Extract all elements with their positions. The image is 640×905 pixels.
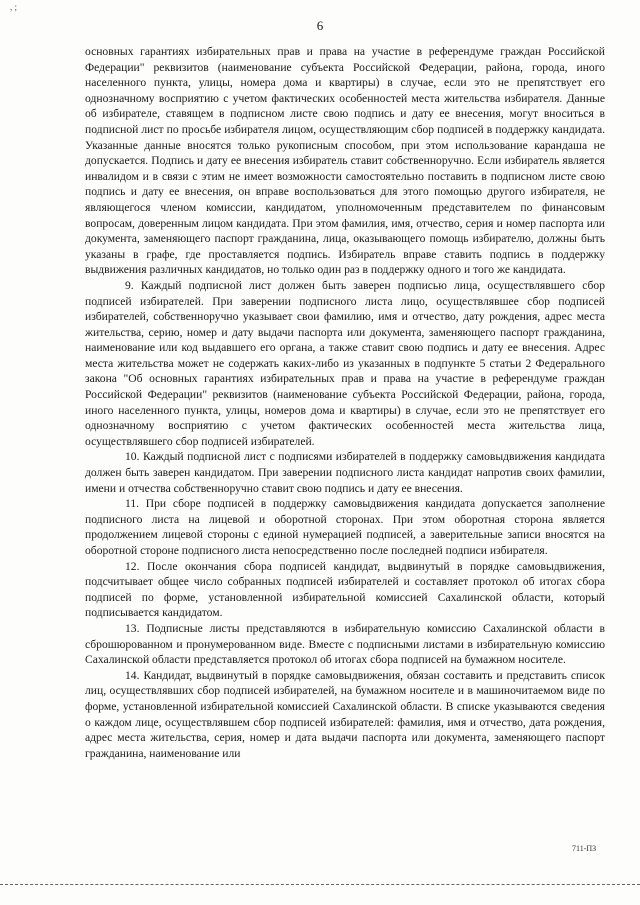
page-number: 6 <box>316 18 324 33</box>
scan-marks: , ; <box>10 2 18 12</box>
document-body <box>85 44 605 761</box>
paragraph-11: 11. При сборе подписей в поддержку самовыдвижения кандидата допускается заполнение подписного листа на лицевой и оборотной сторонах. При этом оборотная сторона является продолжением лицевой стороны с единой нумерацией подписей, а заверительные записи вносятся на оборотной стороне подписного листа непосредственно после последней подписи избирателя. <box>85 497 605 557</box>
paragraph-9: 9. Каждый подписной лист должен быть заверен подписью лица, осуществлявшего сбор подписей избирателей. При заверении подписного листа лицо, осуществлявшее сбор подписей избирателей, собственноручно указывает свои фамилию, имя и отчество, дату рождения, адрес места жительства, серию, номер и дату выдачи паспорта или документа, заменяющего паспорт гражданина, наименование или код выдавшего его органа, а также ставит свою подпись и дату ее внесения. Адрес места жительства может не содержать каких-либо из указанных в подпункте 5 статьи 2 Федерального закона "Об основных гарантиях избирательных прав и права на участие в референдуме граждан Российской Федерации" реквизитов (наименование субъекта Российской Федерации, района, города, иного населенного пункта, улицы, номеров дома и квартиры) в случае, если это не препятствует его однозначному восприятию с учетом фактических особенностей места жительства лица, осуществлявшего сбор подписей избирателей. <box>85 278 605 448</box>
paragraph-14: 14. Кандидат, выдвинутый в порядке самовыдвижения, обязан составить и представить список лиц, осуществлявших сбор подписей избирателей, на бумажном носителе и в машиночитаемом виде по форме, установленной избирательной комиссией Сахалинской области. В списке указываются сведения о каждом лице, осуществлявшем сбор подписей избирателей: фамилия, имя и отчество, дата рождения, адрес места жительства, серия, номер и дата выдачи паспорта или документа, заменяющего паспорт гражданина, наименование или <box>85 668 605 760</box>
document-code: 711-ПЗ <box>572 844 597 853</box>
paragraph-13: 13. Подписные листы представляются в избирательную комиссию Сахалинской области в сброшюрованном и пронумерованном виде. Вместе с подписными листами в избирательную комиссию Сахалинской области представляется протокол об итогах сбора подписей на бумажном носителе. <box>85 621 605 667</box>
scan-edge-line <box>0 884 640 885</box>
paragraph-12: 12. После окончания сбора подписей кандидат, выдвинутый в порядке самовыдвижения, подсчитывает общее число собранных подписей избирателей и составляет протокол об итогах сбора подписей по форме, установленной избирательной комиссией Сахалинской области, который подписывается кандидатом. <box>85 559 605 620</box>
paragraph-continuation: основных гарантиях избирательных прав и права на участие в референдуме граждан Российской Федерации" реквизитов (наименование субъекта Российской Федерации, района, города, иного населенного пункта, улицы, номера дома и квартиры) в случае, если это не препятствует его однозначному восприятию с учетом фактических особенностей места жительства избирателя. Данные об избирателе, ставящем в подписном листе свою подпись и дату ее внесения, могут вноситься в подписной лист по просьбе избирателя лицом, осуществляющим сбор подписей в поддержку кандидата. Указанные данные вносятся только рукописным способом, при этом использование карандаша не допускается. Подпись и дату ее внесения избиратель ставит собственноручно. Если избиратель является инвалидом и в связи с этим не имеет возможности самостоятельно поставить в подписном листе свою подпись и дату ее внесения, он вправе воспользоваться для этого помощью другого избирателя, не являющегося членом комиссии, кандидатом, уполномоченным представителем по финансовым вопросам, доверенным лицом кандидата. При этом фамилия, имя, отчество, серия и номер паспорта или документа, заменяющего паспорт гражданина, лица, оказывающего помощь избирателю, должны быть указаны в графе, где проставляется подпись. Избиратель вправе ставить подпись в поддержку выдвижения различных кандидатов, но только один раз в поддержку одного и того же кандидата. <box>85 45 605 277</box>
paragraph-10: 10. Каждый подписной лист с подписями избирателей в поддержку самовыдвижения кандидата должен быть заверен кандидатом. При заверении подписного листа кандидат напротив своих фамилии, имени и отчества собственноручно ставит свою подпись и дату ее внесения. <box>85 450 605 495</box>
